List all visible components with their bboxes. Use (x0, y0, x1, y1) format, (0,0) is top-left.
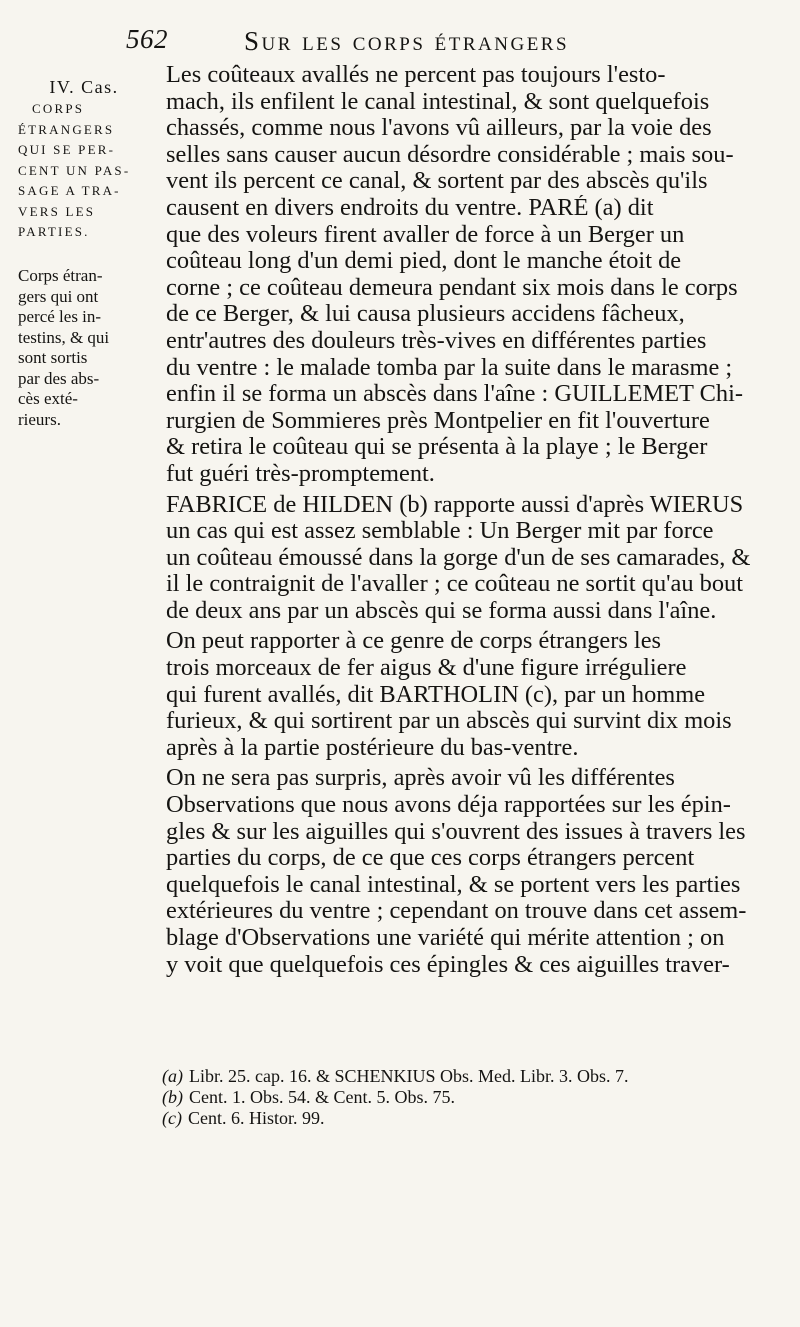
text-line: furieux, & qui sortirent par un abscès qui survint dix mois (166, 708, 732, 735)
margin-note-line: Corps étran- (18, 266, 103, 285)
text-line: corne ; ce coûteau demeura pendant six mois dans le corps (166, 274, 738, 301)
margin-case-line: VERS LES (18, 203, 96, 219)
margin-note-line: sont sortis (18, 348, 88, 367)
footnote-a (162, 1066, 762, 1087)
text-line: On ne sera pas surpris, après avoir vû les différentes (166, 765, 675, 792)
text-line: FABRICE de HILDEN (b) rapporte aussi d'après WIERUS (166, 491, 744, 518)
margin-note-line: testins, & qui (18, 327, 110, 347)
paragraph-4 (166, 765, 770, 978)
margin-note-line: percé les in- (18, 307, 102, 326)
margin-summary-note (18, 266, 150, 430)
paragraph-1 (166, 62, 770, 488)
margin-case-title: IV. Cas. (49, 77, 119, 97)
text-line: chassés, comme nous l'avons vû ailleurs, par la voie des (166, 115, 712, 142)
margin-note-line: par des abs- (18, 368, 100, 388)
text-line: entr'autres des douleurs très-vives en différentes parties (166, 327, 707, 354)
text-line: fut guéri très-promptement. (166, 460, 435, 487)
margin-case-line: SAGE A TRA- (18, 183, 121, 198)
text-line: du ventre : le malade tomba par la suite dans le marasme ; (166, 354, 733, 381)
text-line: après à la partie postérieure du bas-ventre. (166, 734, 579, 761)
text-line: que des voleurs firent avaller de force à un Berger un (166, 221, 685, 248)
running-head: Sur les corps étrangers (244, 26, 570, 56)
text-line: mach, ils enfilent le canal intestinal, & sont quelquefois (166, 88, 710, 115)
margin-case-line: ÉTRANGERS (18, 121, 115, 137)
text-line: & retira le coûteau qui se présenta à la playe ; le Berger (166, 434, 708, 461)
text-line: Les coûteaux avallés ne percent pas toujours l'esto- (166, 62, 666, 88)
footnote-mark: (b) (162, 1087, 183, 1107)
text-line: gles & sur les aiguilles qui s'ouvrent des issues à travers les (166, 818, 746, 845)
text-line: rurgien de Sommieres près Montpelier en fit l'ouverture (166, 407, 710, 434)
text-line: blage d'Observations une variété qui mérite attention ; on (166, 925, 725, 951)
text-line: quelquefois le canal intestinal, & se portent vers les parties (166, 871, 741, 898)
text-line: causent en divers endroits du ventre. PARÉ (a) dit (166, 194, 654, 221)
margin-note-line: cès exté- (18, 389, 78, 408)
margin-case-lines (18, 99, 150, 243)
body-text (166, 62, 770, 978)
margin-note-line: rieurs. (18, 409, 61, 429)
text-line: trois morceaux de fer aigus & d'une figure irréguliere (166, 655, 687, 682)
text-line: un coûteau émoussé dans la gorge d'un de ses camarades, & (166, 544, 751, 571)
footnote-text: Cent. 6. Histor. 99. (187, 1108, 325, 1128)
footnote-mark: (c) (162, 1108, 182, 1128)
margin-case-line: PARTIES. (18, 224, 90, 239)
text-line: un cas qui est assez semblable : Un Berger mit par force (166, 518, 714, 545)
footnote-text: Libr. 25. cap. 16. & SCHENKIUS Obs. Med. Libr. 3. Obs. 7. (189, 1066, 629, 1086)
margin-case-line: CORPS (32, 101, 85, 116)
margin-note-line: gers qui ont (18, 286, 99, 306)
text-line: coûteau long d'un demi pied, dont le manche étoit de (166, 248, 682, 275)
text-line: extérieures du ventre ; cependant on trouve dans cet assem- (166, 898, 747, 925)
text-line: y voit que quelquefois ces épingles & ces aiguilles traver- (166, 951, 730, 978)
text-line: vent ils percent ce canal, & sortent par des abscès qu'ils (166, 168, 708, 195)
footnote-c (162, 1108, 762, 1129)
text-line: de deux ans par un abscès qui se forma aussi dans l'aîne. (166, 597, 717, 624)
margin-case-line: CENT UN PAS- (18, 162, 131, 178)
margin-case-line: QUI SE PER- (18, 142, 116, 157)
text-line: enfin il se forma un abscès dans l'aîne : GUILLEMET Chi- (166, 381, 743, 408)
footnote-text: Cent. 1. Obs. 54. & Cent. 5. Obs. 75. (189, 1087, 456, 1107)
text-line: Observations que nous avons déja rapportées sur les épin- (166, 792, 731, 819)
text-line: selles sans causer aucun désordre considérable ; mais sou- (166, 141, 734, 168)
footnote-b (162, 1087, 762, 1108)
page-number: 562 (126, 24, 168, 54)
text-line: On peut rapporter à ce genre de corps étrangers les (166, 628, 662, 655)
footnotes (162, 1066, 762, 1129)
footnote-mark: (a) (162, 1066, 183, 1086)
text-line: de ce Berger, & lui causa plusieurs accidens fâcheux, (166, 301, 685, 328)
margin-case-heading (18, 78, 150, 243)
paragraph-3 (166, 628, 770, 761)
text-line: il le contraignit de l'avaller ; ce coûteau ne sortit qu'au bout (166, 571, 744, 598)
text-line: parties du corps, de ce que ces corps étrangers percent (166, 845, 695, 872)
text-line: qui furent avallés, dit BARTHOLIN (c), par un homme (166, 681, 706, 708)
paragraph-2 (166, 492, 770, 625)
